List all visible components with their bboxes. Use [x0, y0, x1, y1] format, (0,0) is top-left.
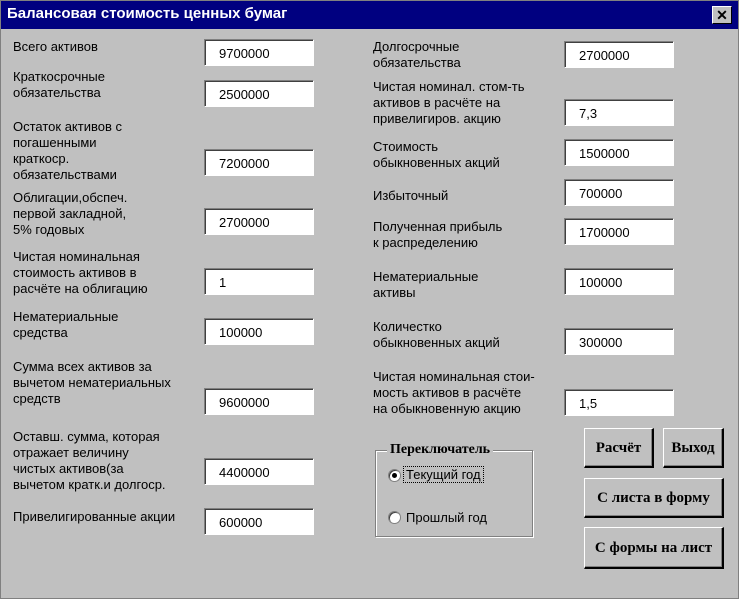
radio-current-year[interactable]: [388, 469, 401, 482]
radio-label-current-year[interactable]: [404, 467, 483, 482]
label-net-assets-per-preferred: Чистая номинал. стом-ть активов в расчёте на привелигиров. акцию: [373, 79, 525, 126]
label-net-assets-per-bond: Чистая номинальная стоимость активов в расчёте на облигацию: [13, 249, 148, 296]
input-intangible-means[interactable]: 100000: [204, 318, 314, 345]
input-surplus[interactable]: 700000: [564, 179, 674, 206]
input-remaining-net-assets[interactable]: 4400000: [204, 458, 314, 485]
input-common-stock-value[interactable]: 1500000: [564, 139, 674, 166]
label-preferred-shares: Привелигированные акции: [13, 509, 176, 524]
input-long-term-liabilities[interactable]: 2700000: [564, 41, 674, 68]
input-net-assets-per-common[interactable]: 1,5: [564, 389, 674, 416]
label-intangible-means: Нематериальные средства: [13, 309, 119, 340]
radio-selected-dot: [392, 473, 397, 478]
label-assets-minus-intangibles: Сумма всех активов за вычетом нематериальных средств: [13, 359, 171, 406]
label-net-assets-per-common: Чистая номинальная стои- мость активов в расчёте на обыкновенную акцию: [373, 369, 535, 416]
label-total-assets: Всего активов: [13, 39, 98, 54]
radio-label-previous-year[interactable]: Прошлый год: [406, 510, 488, 525]
label-remaining-assets: Остаток активов с погашенными краткоср. обязательствами: [13, 119, 122, 182]
label-remaining-net-assets: Оставш. сумма, которая отражает величину чистых активов(за вычетом кратк.и долгоср.: [13, 429, 166, 492]
input-net-assets-per-bond[interactable]: 1: [204, 268, 314, 295]
close-button[interactable]: ✕: [712, 6, 732, 24]
input-net-assets-per-preferred[interactable]: 7,3: [564, 99, 674, 126]
radio-previous-year[interactable]: [388, 511, 401, 524]
label-common-stock-value: Стоимость обыкновенных акций: [373, 139, 500, 170]
label-common-shares-count: Количестко обыкновенных акций: [373, 319, 500, 350]
radio-current-year-text: Текущий год: [406, 467, 481, 482]
input-retained-earnings[interactable]: 1700000: [564, 218, 674, 245]
input-preferred-shares[interactable]: 600000: [204, 508, 314, 535]
sheet-to-form-button[interactable]: С листа в форму: [584, 478, 724, 518]
label-mortgage-bonds: Облигации,обспеч. первой закладной, 5% годовых: [13, 190, 128, 237]
calculate-button[interactable]: Расчёт: [584, 428, 654, 468]
label-long-term-liabilities: Долгосрочные обязательства: [373, 39, 461, 70]
label-short-term-liabilities: Краткосрочные обязательства: [13, 69, 105, 100]
label-intangible-assets: Нематериальные активы: [373, 269, 479, 300]
input-total-assets[interactable]: 9700000: [204, 39, 314, 66]
input-common-shares-count[interactable]: 300000: [564, 328, 674, 355]
label-surplus: Избыточный: [373, 188, 449, 203]
input-intangible-assets[interactable]: 100000: [564, 268, 674, 295]
form-to-sheet-button[interactable]: С формы на лист: [584, 527, 724, 569]
input-assets-minus-intangibles[interactable]: 9600000: [204, 388, 314, 415]
input-mortgage-bonds[interactable]: 2700000: [204, 208, 314, 235]
input-short-term-liabilities[interactable]: 2500000: [204, 80, 314, 107]
title-bar[interactable]: [1, 1, 738, 29]
window-title: Балансовая стоимость ценных бумаг: [7, 5, 288, 22]
input-remaining-assets[interactable]: 7200000: [204, 149, 314, 176]
switch-frame-title: Переключатель: [387, 442, 493, 458]
exit-button[interactable]: Выход: [663, 428, 724, 468]
label-retained-earnings: Полученная прибыль к распределению: [373, 219, 503, 250]
